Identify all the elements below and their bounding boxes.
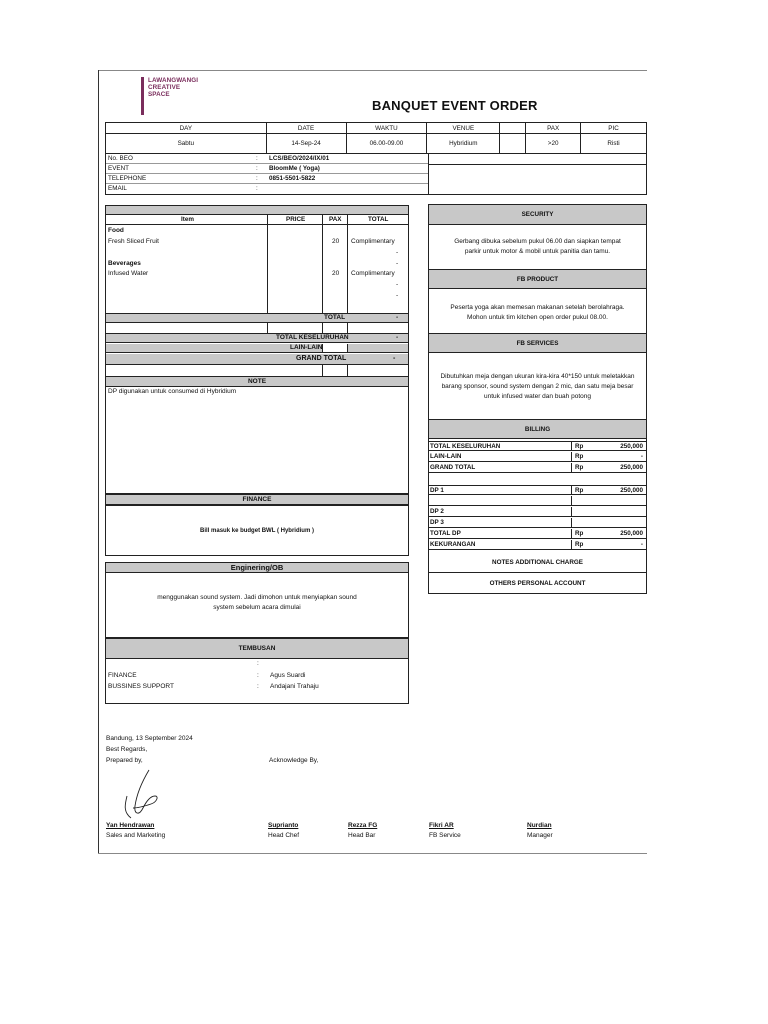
lain-lain-cell	[322, 344, 348, 352]
header-values-row	[106, 134, 647, 154]
info-row-event	[106, 164, 428, 174]
billing-currency	[571, 518, 575, 527]
fb-services-line-3: untuk infused water dan buah potong	[484, 393, 591, 400]
billing-currency: Rp	[571, 463, 583, 472]
finance-section	[105, 494, 409, 556]
fb-product-title: FB PRODUCT	[429, 269, 646, 289]
fb-product-line-2: Mohon untuk tim kitchen open order pukul 08.00.	[467, 314, 608, 321]
billing-title: BILLING	[429, 419, 646, 439]
document-title: BANQUET EVENT ORDER	[372, 98, 538, 113]
others-personal-account: OTHERS PERSONAL ACCOUNT	[489, 580, 586, 587]
tembusan-sep: :	[257, 672, 259, 679]
billing-value: 250,000	[620, 530, 643, 537]
items-top-bar	[106, 206, 408, 215]
tembusan-bs-key: BUSSINES SUPPORT	[108, 683, 174, 690]
lain-lain-row	[106, 344, 408, 353]
billing-currency: Rp	[571, 529, 583, 538]
lain-lain-label: LAIN-LAIN	[290, 344, 323, 351]
col-pax: PAX	[526, 123, 581, 134]
tembusan-finance-key: FINANCE	[108, 672, 137, 679]
signer-role: FB Service	[429, 832, 461, 839]
security-line-1: Gerbang dibuka sebelum pukul 06.00 dan siapkan tempat	[454, 238, 621, 245]
signer-name: Yan Hendrawan	[106, 822, 155, 829]
billing-currency	[571, 507, 575, 516]
info-sep: :	[256, 175, 258, 182]
billing-row	[429, 507, 646, 517]
signer-2	[268, 821, 299, 841]
billing-row	[429, 518, 646, 528]
signature-image	[115, 766, 165, 822]
info-key: No. BEO	[108, 155, 133, 162]
val-venue: Hybridium	[427, 134, 500, 154]
col-pic: PIC	[581, 123, 647, 134]
total-row	[106, 313, 408, 323]
page-top-rule	[98, 70, 647, 71]
info-value: 0851-5501-5822	[269, 175, 316, 182]
items-col-total: TOTAL	[368, 216, 389, 223]
signer-3	[348, 821, 377, 841]
billing-row	[429, 496, 646, 506]
signer-role: Sales and Marketing	[106, 832, 166, 839]
grand-total-row	[106, 354, 408, 365]
val-day: Sabtu	[106, 134, 267, 154]
val-waktu: 06.00-09.00	[346, 134, 427, 154]
engineering-section	[105, 562, 409, 638]
billing-row	[429, 529, 646, 539]
val-pic: Risti	[581, 134, 647, 154]
event-info-block	[105, 153, 647, 195]
info-key: EMAIL	[108, 185, 127, 192]
tembusan-finance-value: Agus Suardi	[270, 672, 306, 679]
billing-currency	[571, 496, 575, 505]
items-col-pax: PAX	[329, 216, 342, 223]
col-blank	[500, 123, 526, 134]
note-title: NOTE	[106, 377, 408, 387]
right-panel	[428, 204, 647, 594]
engineering-title: Enginering/OB	[106, 563, 408, 573]
billing-row	[429, 540, 646, 550]
info-key: TELEPHONE	[108, 175, 147, 182]
billing-key: DP 2	[430, 508, 444, 515]
food-item: Fresh Sliced Fruit	[108, 238, 159, 245]
page-left-edge	[98, 70, 99, 854]
header-labels-row	[106, 123, 647, 134]
tembusan-sep: :	[257, 683, 259, 690]
info-row-beo	[106, 154, 428, 164]
billing-currency: Rp	[571, 452, 583, 461]
engineering-line-2: system sebelum acara dimulai	[213, 604, 301, 611]
info-value: LCS/BEO/2024/IX/01	[269, 155, 330, 162]
val-pax: >20	[526, 134, 581, 154]
info-divider-h	[428, 164, 646, 165]
signer-role: Manager	[527, 832, 553, 839]
billing-row	[429, 452, 646, 462]
total-keseluruhan-label: TOTAL KESELURUHAN	[276, 334, 349, 341]
tembusan-section	[105, 638, 409, 704]
signer-name: Suprianto	[268, 822, 299, 829]
billing-value: 250,000	[620, 487, 643, 494]
billing-key: DP 3	[430, 519, 444, 526]
note-text: DP digunakan untuk consumed di Hybridium	[108, 388, 237, 395]
signer-name: Nurdian	[527, 822, 552, 829]
signer-role: Head Chef	[268, 832, 300, 839]
info-sep: :	[256, 185, 258, 192]
logo-line-2: CREATIVE	[148, 84, 181, 91]
finance-title: FINANCE	[106, 495, 408, 505]
signer-role: Head Bar	[348, 832, 376, 839]
dash: -	[396, 292, 399, 299]
grand-total-label: GRAND TOTAL	[296, 355, 347, 362]
col-day: DAY	[106, 123, 267, 134]
dash: -	[396, 249, 399, 256]
billing-currency: Rp	[571, 442, 583, 451]
tembusan-title: TEMBUSAN	[106, 639, 408, 659]
info-sep: :	[256, 155, 258, 162]
prepared-by: Prepared by,	[106, 757, 143, 764]
billing-key: KEKURANGAN	[430, 541, 476, 548]
items-col-price: PRICE	[286, 216, 306, 223]
logo-line-1: LAWANGWANGI	[148, 77, 199, 84]
billing-key: LAIN-LAIN	[430, 453, 462, 460]
col-venue: VENUE	[427, 123, 500, 134]
tembusan-bs-value: Andajani Trahaju	[270, 683, 319, 690]
signer-name: Rezza FG	[348, 822, 378, 829]
security-title: SECURITY	[429, 205, 646, 225]
info-key: EVENT	[108, 165, 129, 172]
billing-key: TOTAL KESELURUHAN	[430, 443, 501, 450]
billing-value: -	[640, 453, 643, 460]
items-header-row	[106, 215, 408, 225]
acknowledge-by: Acknowledge By,	[269, 757, 319, 764]
engineering-line-1: menggunakan sound system. Jadi dimohon untuk menyiapkan sound	[157, 594, 357, 601]
col-date: DATE	[266, 123, 346, 134]
logo-line-3: SPACE	[148, 91, 170, 98]
row-line	[106, 505, 408, 506]
billing-currency: Rp	[571, 486, 583, 495]
info-value: BloomMe ( Yoga)	[269, 165, 320, 172]
notes-additional-charge: NOTES ADDITIONAL CHARGE	[429, 553, 646, 573]
val-date: 14-Sep-24	[266, 134, 346, 154]
billing-currency: Rp	[571, 540, 583, 549]
signer-1	[106, 821, 165, 841]
billing-key: DP 1	[430, 487, 444, 494]
billing-key: GRAND TOTAL	[430, 464, 476, 471]
security-line-2: parkir untuk motor & mobil untuk panitia dan tamu.	[464, 248, 611, 255]
billing-row	[429, 485, 646, 495]
total-value: -	[396, 314, 399, 321]
signer-4	[429, 821, 461, 841]
items-col-item: Item	[181, 216, 194, 223]
beverages-label: Beverages	[108, 260, 141, 267]
page-bottom-rule	[98, 853, 647, 854]
food-total: Complimentary	[351, 238, 395, 245]
company-logo	[141, 77, 201, 115]
note-section	[105, 376, 409, 494]
dash: -	[396, 281, 399, 288]
fb-product-line-1: Peserta yoga akan memesan makanan setelah berolahraga.	[450, 304, 625, 311]
total-keseluruhan-value: -	[396, 334, 399, 341]
billing-key: TOTAL DP	[430, 530, 461, 537]
info-sep: :	[256, 165, 258, 172]
items-section	[105, 205, 409, 377]
billing-row	[429, 441, 646, 451]
info-row-email	[106, 184, 428, 194]
val-blank	[500, 134, 526, 154]
billing-value: 250,000	[620, 443, 643, 450]
info-row-telephone	[106, 174, 428, 184]
event-header-table	[105, 122, 647, 154]
total-label: TOTAL	[324, 314, 346, 321]
signer-5	[527, 821, 553, 841]
fb-services-line-1: Dibutuhkan meja dengan ukuran kira-kira 40*150 untuk meletakkan	[440, 373, 635, 380]
grand-total-value: -	[393, 355, 396, 362]
bev-item: Infused Water	[108, 270, 149, 277]
bev-pax: 20	[332, 270, 340, 277]
food-pax: 20	[332, 238, 340, 245]
regards: Best Regards,	[106, 746, 148, 753]
fb-services-line-2: barang sponsor, sound system dengan 2 mic, dan satu meja besar	[441, 383, 634, 390]
billing-value: -	[640, 541, 643, 548]
finance-text: Bill masuk ke budget BWL ( Hybridium )	[200, 528, 314, 534]
place-date: Bandung, 13 September 2024	[106, 735, 193, 742]
fb-services-title: FB SERVICES	[429, 333, 646, 353]
signer-name: Fikri AR	[429, 822, 454, 829]
info-divider	[428, 154, 429, 194]
dash: -	[396, 260, 399, 267]
total-keseluruhan-row	[106, 334, 408, 343]
food-label: Food	[108, 227, 124, 234]
billing-value: 250,000	[620, 464, 643, 471]
bev-total: Complimentary	[351, 270, 395, 277]
tembusan-sep: :	[257, 660, 259, 667]
billing-row	[429, 463, 646, 473]
col-waktu: WAKTU	[346, 123, 427, 134]
